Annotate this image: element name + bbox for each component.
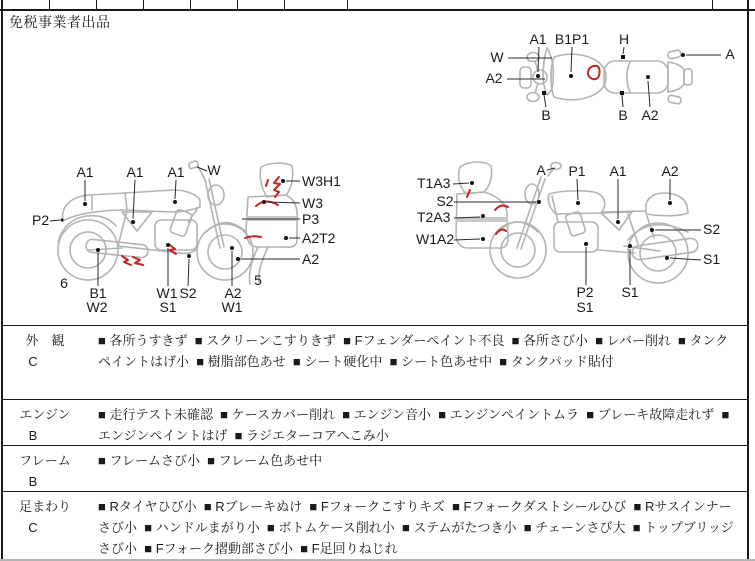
diagram-label: A [725, 46, 735, 62]
section-label-text: 足まわり [18, 499, 71, 514]
diagram-label: A2 [485, 70, 503, 86]
diagram-label: T2A3 [417, 209, 451, 225]
right-side-labels [416, 162, 720, 315]
top-view-diagram [480, 25, 752, 137]
section-items: ■ Rタイヤひび小 ■ Rブレーキぬけ ■ Fフォークこすりキズ ■ Fフォークダストシールひび ■ Rサスインナーさび小 ■ ハンドルまがり小 ■ ボトムケース削れ小 ■ ステムがたつき小 ■ チェーンさび大 ■ トップブリッジさび小 ■ Fフォーク摺動部さび小 ■ F足回りねじれ [98, 499, 734, 556]
diagram-label: A2T2 [302, 230, 336, 246]
diagram-label: B1P1 [554, 31, 590, 47]
header-cell-divider [190, 0, 191, 9]
top-view-marker-dots [536, 53, 685, 95]
diagram-label: A1 [76, 164, 94, 180]
diagram-label: A2 [302, 251, 320, 267]
top-view-labels [485, 31, 735, 123]
header-cell-divider [143, 0, 144, 9]
section-grade: C [28, 354, 38, 369]
section-exterior [0, 325, 755, 399]
diagram-label: A [536, 162, 546, 178]
diagram-label: A2 [224, 285, 242, 301]
diagram-label: B [541, 107, 551, 123]
diagram-label: H [618, 31, 630, 47]
diagram-label: 5 [254, 272, 262, 288]
diagram-label: S1 [621, 284, 639, 300]
section-engine [0, 399, 755, 445]
section-grade: B [28, 474, 38, 489]
section-label-text: フレーム [19, 453, 71, 468]
diagram-label: W1A2 [416, 231, 455, 247]
header-cell-divider [237, 0, 238, 9]
seller-note: 免税事業者出品 [9, 14, 111, 30]
diagram-label: B1 [89, 285, 107, 301]
header-cell-divider [712, 0, 713, 9]
right-side-leader-lines [453, 168, 701, 285]
diagram-label: P3 [302, 211, 320, 227]
diagram-label: W3H1 [302, 173, 341, 189]
section-label [2, 404, 88, 446]
header-cell-divider [284, 0, 285, 9]
left-side-diagram [30, 150, 360, 318]
diagram-label: 6 [60, 275, 68, 291]
top-view-damage-marks [588, 66, 600, 79]
section-grade: C [28, 520, 38, 535]
section-label-text: 外 観 [25, 333, 65, 348]
diagram-label: S1 [576, 299, 594, 315]
diagram-label: S2 [703, 221, 721, 237]
diagram-label: W1 [156, 285, 178, 301]
diagram-label: A1 [609, 163, 627, 179]
diagram-label: T1A3 [417, 175, 451, 191]
section-label [2, 496, 88, 538]
diagram-label: W [207, 162, 221, 178]
section-undercarriage [0, 491, 755, 558]
top-view-bike-outline [520, 48, 692, 104]
diagram-label: P1 [568, 163, 586, 179]
right-side-diagram [400, 150, 752, 318]
section-label [2, 450, 88, 492]
diagram-label: W1 [221, 299, 243, 315]
section-frame [0, 445, 755, 491]
section-label-text: エンジン [19, 407, 71, 422]
diagram-label: S2 [179, 285, 197, 301]
diagram-label: A1 [167, 164, 185, 180]
header-cell-divider [96, 0, 97, 9]
section-grade: B [28, 428, 38, 443]
section-items: ■ 各所うすきず ■ スクリーンこすりきず ■ Fフェンダーペイント不良 ■ 各所さび小 ■ レバー削れ ■ タンクペイントはげ小 ■ 樹脂部色あせ ■ シート硬化中 ■ シート色あせ中 ■ タンクパッド貼付 [98, 333, 729, 369]
diagram-label: A1 [126, 164, 144, 180]
section-items: ■ フレームさび小 ■ フレーム色あせ中 [98, 453, 323, 468]
section-items: ■ 走行テスト未確認 ■ ケースカバー削れ ■ エンジン音小 ■ エンジンペイントムラ ■ ブレーキ故障走れず ■ エンジンペイントはげ ■ ラジエターコアへこみ小 [98, 407, 733, 443]
diagram-label: P2 [32, 212, 50, 228]
diagram-label: S2 [436, 193, 454, 209]
diagram-label: B [618, 107, 628, 123]
header-row-bottom-border [0, 9, 755, 11]
diagram-label: A2 [661, 163, 679, 179]
header-cell-divider [49, 0, 50, 9]
diagram-label: A2 [641, 107, 659, 123]
diagram-label: P2 [576, 284, 594, 300]
handwritten-damage-mark-d [588, 66, 600, 79]
diagram-label: A1 [529, 31, 547, 47]
section-label [2, 330, 88, 372]
diagram-label: S1 [703, 251, 721, 267]
diagram-label: S1 [159, 299, 177, 315]
diagram-label: W [490, 49, 504, 65]
diagram-label: W2 [86, 299, 108, 315]
diagram-label: W3 [302, 195, 323, 211]
header-cell-divider [347, 0, 348, 9]
